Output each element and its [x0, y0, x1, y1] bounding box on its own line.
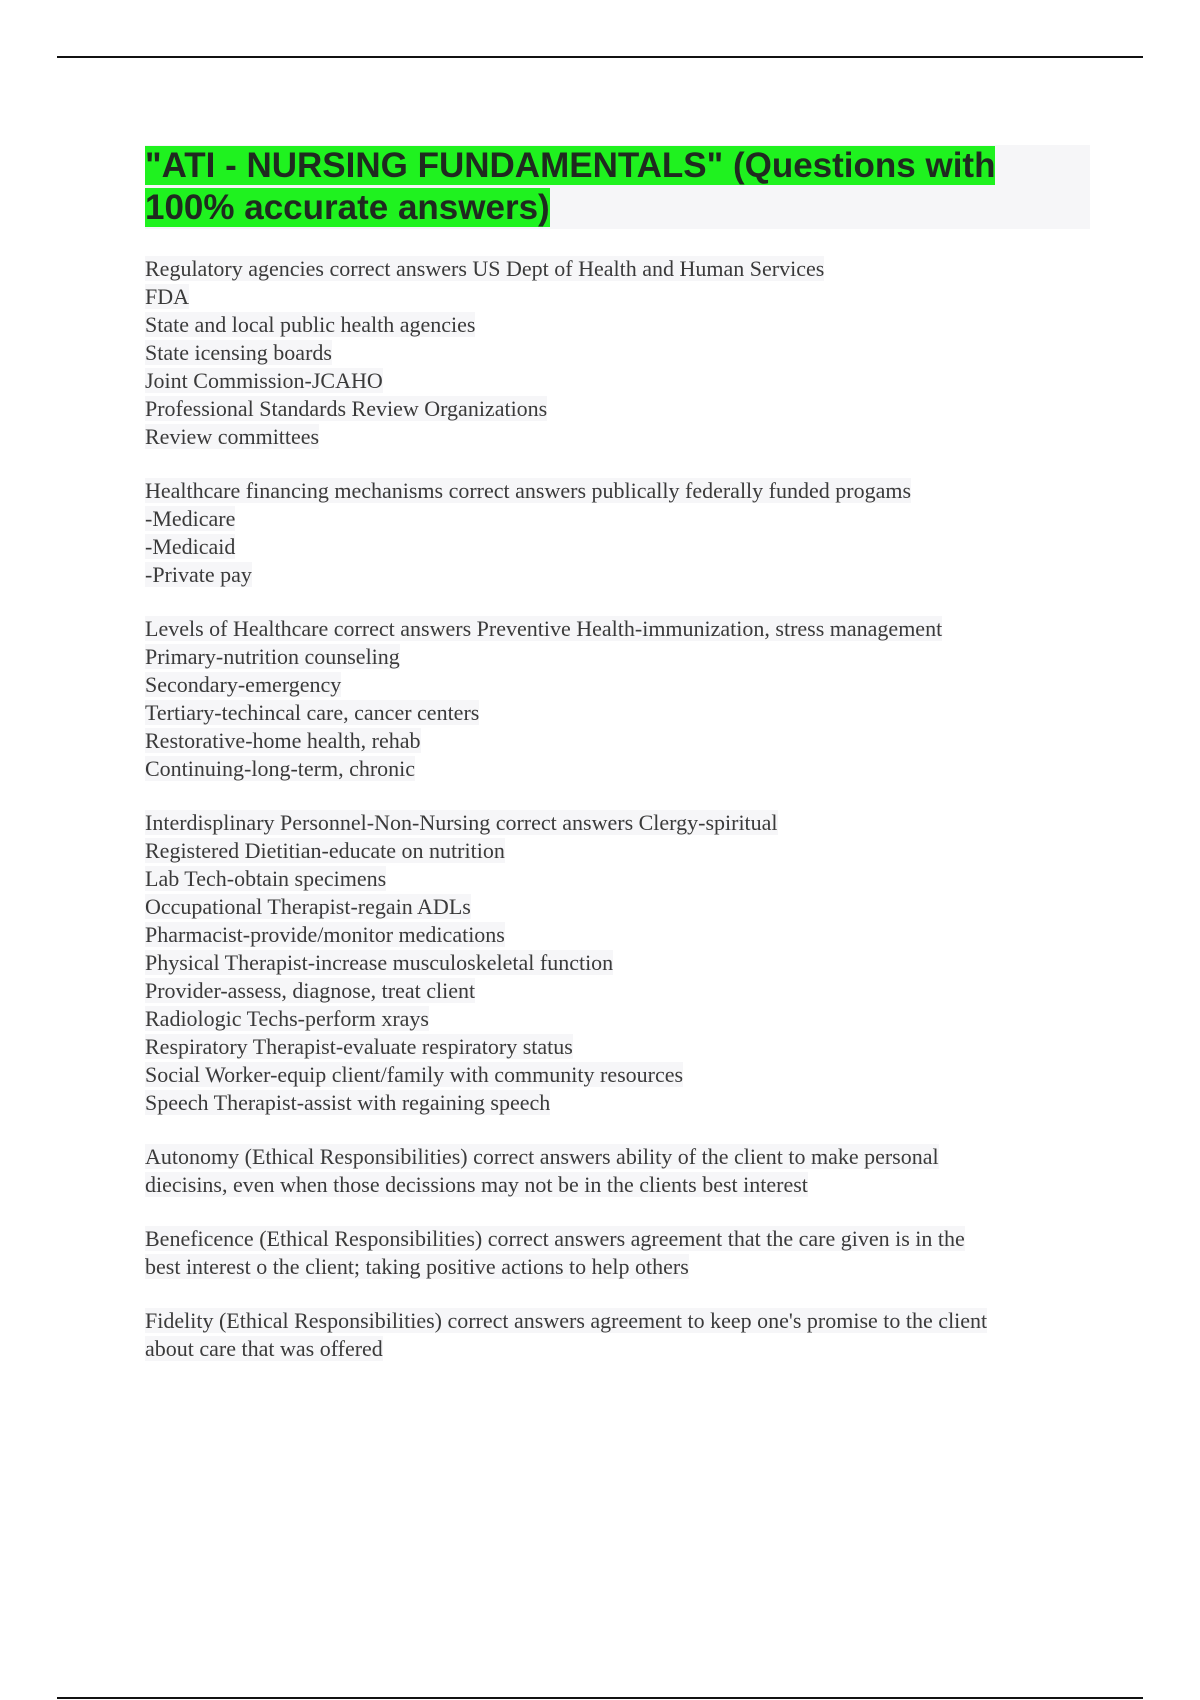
title-highlight: "ATI - NURSING FUNDAMENTALS" (Questions with 100% accurate answers) [145, 146, 996, 227]
qa-question-line [145, 1143, 1090, 1171]
qa-answer-line [145, 837, 1090, 865]
line-text: Lab Tech-obtain specimens [145, 866, 387, 891]
qa-section [145, 1225, 1090, 1281]
qa-answer-line [145, 1061, 1090, 1089]
line-text: Levels of Healthcare correct answers Preventive Health-immunization, stress management [145, 616, 943, 641]
qa-answer-line [145, 1005, 1090, 1033]
qa-question-line [145, 1307, 1090, 1335]
line-text: Tertiary-techincal care, cancer centers [145, 700, 480, 725]
line-text: Interdisplinary Personnel-Non-Nursing correct answers Clergy-spiritual [145, 810, 778, 835]
qa-answer-line [145, 893, 1090, 921]
line-text: Fidelity (Ethical Responsibilities) correct answers agreement to keep one's promise to the client [145, 1308, 988, 1333]
line-text: Primary-nutrition counseling [145, 644, 400, 669]
document-body [145, 145, 1090, 1389]
qa-answer-line [145, 671, 1090, 699]
line-text: Radiologic Techs-perform xrays [145, 1006, 429, 1031]
qa-answer-line [145, 755, 1090, 783]
qa-answer-line [145, 367, 1090, 395]
line-text: Autonomy (Ethical Responsibilities) correct answers ability of the client to make personal [145, 1144, 939, 1169]
qa-answer-line [145, 505, 1090, 533]
qa-answer-line [145, 1335, 1090, 1363]
qa-section [145, 809, 1090, 1117]
qa-answer-line [145, 977, 1090, 1005]
qa-answer-line [145, 423, 1090, 451]
title-box [145, 145, 1090, 229]
line-text: Secondary-emergency [145, 672, 342, 697]
qa-section [145, 477, 1090, 589]
qa-answer-line [145, 865, 1090, 893]
qa-section [145, 1143, 1090, 1199]
qa-answer-line [145, 643, 1090, 671]
qa-section [145, 1307, 1090, 1363]
line-text: Respiratory Therapist-evaluate respiratory status [145, 1034, 573, 1059]
line-text: Beneficence (Ethical Responsibilities) correct answers agreement that the care given is in the [145, 1226, 965, 1251]
document-title [145, 145, 1090, 229]
line-text: about care that was offered [145, 1336, 383, 1361]
line-text: -Private pay [145, 562, 252, 587]
line-text: best interest o the client; taking positive actions to help others [145, 1254, 689, 1279]
qa-answer-line [145, 533, 1090, 561]
line-text: Professional Standards Review Organizations [145, 396, 548, 421]
sections-container [145, 255, 1090, 1363]
line-text: Physical Therapist-increase musculoskeletal function [145, 950, 614, 975]
line-text: -Medicaid [145, 534, 236, 559]
qa-question-line [145, 255, 1090, 283]
top-rule [57, 56, 1143, 58]
line-text: Speech Therapist-assist with regaining speech [145, 1090, 551, 1115]
line-text: Regulatory agencies correct answers US Dept of Health and Human Services [145, 256, 825, 281]
qa-section [145, 615, 1090, 783]
qa-answer-line [145, 339, 1090, 367]
bottom-rule [57, 1697, 1143, 1699]
line-text: diecisins, even when those decissions may not be in the clients best interest [145, 1172, 808, 1197]
qa-question-line [145, 615, 1090, 643]
line-text: Social Worker-equip client/family with community resources [145, 1062, 684, 1087]
line-text: State icensing boards [145, 340, 332, 365]
qa-answer-line [145, 311, 1090, 339]
qa-answer-line [145, 1171, 1090, 1199]
qa-question-line [145, 1225, 1090, 1253]
qa-answer-line [145, 921, 1090, 949]
line-text: Restorative-home health, rehab [145, 728, 421, 753]
qa-answer-line [145, 949, 1090, 977]
qa-answer-line [145, 727, 1090, 755]
qa-question-line [145, 477, 1090, 505]
line-text: FDA [145, 284, 190, 309]
qa-answer-line [145, 561, 1090, 589]
line-text: Review committees [145, 424, 320, 449]
qa-section [145, 255, 1090, 451]
line-text: Continuing-long-term, chronic [145, 756, 416, 781]
qa-answer-line [145, 699, 1090, 727]
qa-answer-line [145, 395, 1090, 423]
qa-answer-line [145, 283, 1090, 311]
qa-answer-line [145, 1089, 1090, 1117]
line-text: Provider-assess, diagnose, treat client [145, 978, 476, 1003]
qa-question-line [145, 809, 1090, 837]
line-text: Pharmacist-provide/monitor medications [145, 922, 505, 947]
line-text: Joint Commission-JCAHO [145, 368, 383, 393]
line-text: Registered Dietitian-educate on nutrition [145, 838, 505, 863]
line-text: -Medicare [145, 506, 236, 531]
qa-answer-line [145, 1033, 1090, 1061]
line-text: State and local public health agencies [145, 312, 476, 337]
line-text: Occupational Therapist-regain ADLs [145, 894, 471, 919]
line-text: Healthcare financing mechanisms correct answers publically federally funded progams [145, 478, 912, 503]
qa-answer-line [145, 1253, 1090, 1281]
